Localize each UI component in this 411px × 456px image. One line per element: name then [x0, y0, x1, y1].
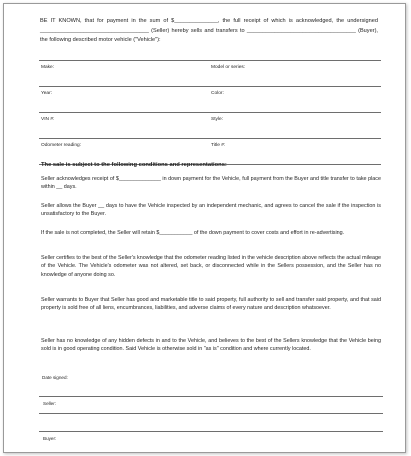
make-field[interactable]: Make:: [39, 61, 209, 87]
title-warranty-paragraph: Seller warrants to Buyer that Seller has good and marketable title to said property, full authority to sell and transfer said property, and that said property is sold free of all liens, encumbrances, liabilities, and adverse claims of every nature and description whatsoever.: [41, 297, 381, 312]
title-number-field[interactable]: Title #:: [209, 139, 381, 165]
odometer-field[interactable]: Odometer reading:: [39, 139, 209, 165]
vin-field[interactable]: VIN #:: [39, 113, 209, 139]
model-field[interactable]: Model or series:: [209, 61, 381, 87]
table-row: [39, 139, 381, 165]
seller-signature-line[interactable]: [39, 396, 383, 414]
down-payment-paragraph: Seller acknowledges receipt of $______________ in down payment for the Vehicle, full payment from the Buyer and title transfer to take place within __ days.: [41, 176, 381, 191]
odometer-paragraph: Seller certifies to the best of the Seller's knowledge that the odometer reading listed in the vehicle description above reflects the actual mileage of the Vehicle. The Vehicle's odometer was not altered, set back, or disconnected while in the Sellers possession, and the Seller has no knowledge of anyone doing so.: [41, 255, 381, 278]
table-row: [39, 113, 381, 139]
buyer-label: Buyer:: [43, 436, 57, 441]
intro-paragraph: BE IT KNOWN, that for payment in the sum of $______________, the full receipt of which is acknowledged, the undersigned ___________________________________ (Seller) hereby sells and transfers to ___________________________________ (Buyer), the following described motor vehicle ("Vehicle"):: [40, 18, 378, 44]
table-row: [39, 61, 381, 87]
condition-paragraph: Seller has no knowledge of any hidden defects in and to the Vehicle, and believes to the best of the Sellers knowledge that the Vehicle being sold is in good operating condition. Said Vehicle is otherwise sold in "as is" condition and where currently located.: [41, 338, 381, 353]
color-field[interactable]: Color:: [209, 87, 381, 113]
date-signed-label: Date signed:: [42, 375, 68, 380]
year-field[interactable]: Year:: [39, 87, 209, 113]
inspection-paragraph: Seller allows the Buyer __ days to have the Vehicle inspected by an independent mechanic, and agrees to cancel the sale if the inspection is unsatisfactory to the Buyer.: [41, 203, 381, 218]
table-row: [39, 87, 381, 113]
vehicle-description-table: [39, 60, 381, 165]
spacer-line: [39, 414, 383, 432]
conditions-heading: The sale is subject to the following conditions and representations:: [41, 162, 227, 168]
bill-of-sale-page: [3, 3, 406, 453]
style-field[interactable]: Style:: [209, 113, 381, 139]
cancellation-paragraph: If the sale is not completed, the Seller will retain $___________ of the down payment to cover costs and effort in re-advertising.: [41, 230, 345, 236]
buyer-signature-line[interactable]: [39, 432, 383, 450]
seller-label: Seller:: [43, 401, 57, 406]
